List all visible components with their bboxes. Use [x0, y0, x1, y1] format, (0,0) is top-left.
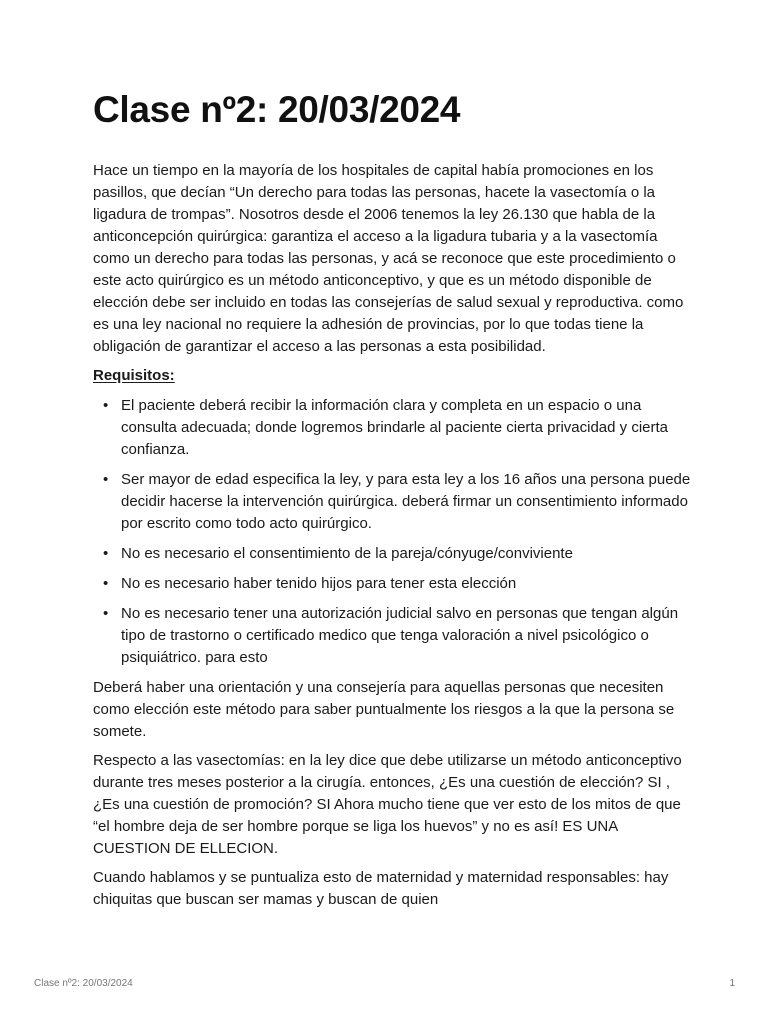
bullet-icon: • — [103, 575, 109, 592]
list-item-text: El paciente deberá recibir la información clara y completa en un espacio o una consulta adecuada; donde logremos brindarle al paciente cierta privacidad y cierta confianza. — [121, 397, 668, 458]
bullet-icon: • — [103, 471, 109, 488]
document-page — [93, 88, 693, 918]
list-item — [93, 573, 693, 595]
footer-title: Clase nº2: 20/03/2024 — [34, 978, 133, 989]
list-item — [93, 395, 693, 461]
maternity-paragraph: Cuando hablamos y se puntualiza esto de maternidad y maternidad responsables: hay chiquitas que buscan ser mamas y buscan de quien — [93, 869, 669, 908]
bullet-icon: • — [103, 545, 109, 562]
requirements-heading: Requisitos: — [93, 367, 175, 384]
page-number: 1 — [729, 978, 735, 989]
list-item-text: Ser mayor de edad especifica la ley, y para esta ley a los 16 años una persona puede decidir hacerse la intervención quirúrgica. deberá firmar un consentimiento informado por escrito como todo acto quirúrgico. — [121, 471, 691, 532]
list-item — [93, 603, 693, 669]
list-item-text: No es necesario el consentimiento de la pareja/cónyuge/conviviente — [121, 545, 573, 562]
vasectomy-paragraph: Respecto a las vasectomías: en la ley dice que debe utilizarse un método anticonceptivo durante tres meses posterior a la cirugía. entonces, ¿Es una cuestión de elección? SI , ¿Es una cuestión de promoción? SI Ahora mucho tiene que ver esto de los mitos de que “el hombre deja de ser hombre porque se liga los huevos” y no es así! ES UNA CUESTION DE ELLECION. — [93, 752, 682, 857]
list-item — [93, 469, 693, 535]
intro-paragraph: Hace un tiempo en la mayoría de los hospitales de capital había promociones en los pasillos, que decían “Un derecho para todas las personas, hacete la vasectomía o la ligadura de trompas”. Nosotros desde el 2006 tenemos la ley 26.130 que habla de la anticoncepción quirúrgica: garantiza el acceso a la ligadura tubaria y a la vasectomía como un derecho para todas las personas, y acá se reconoce que este procedimiento o este acto quirúrgico es un método anticonceptivo, y que es un método disponible de elección debe ser incluido en todas las consejerías de salud sexual y reproductiva. como es una ley nacional no requiere la adhesión de provincias, por lo que todas tiene la obligación de garantizar el acceso a las personas a esta posibilidad. — [93, 162, 684, 355]
list-item-text: No es necesario haber tenido hijos para tener esta elección — [121, 575, 517, 592]
page-title: Clase nº2: 20/03/2024 — [93, 89, 461, 130]
bullet-icon: • — [103, 605, 109, 622]
orientation-paragraph: Deberá haber una orientación y una consejería para aquellas personas que necesiten como elección este método para saber puntualmente los riesgos a la que la persona se somete. — [93, 679, 675, 740]
bullet-icon: • — [103, 397, 109, 414]
requirements-list — [93, 395, 693, 669]
list-item-text: No es necesario tener una autorización judicial salvo en personas que tengan algún tipo de trastorno o certificado medico que tenga valoración a nivel psicológico o psiquiátrico. para esto — [121, 605, 679, 666]
list-item — [93, 543, 693, 565]
